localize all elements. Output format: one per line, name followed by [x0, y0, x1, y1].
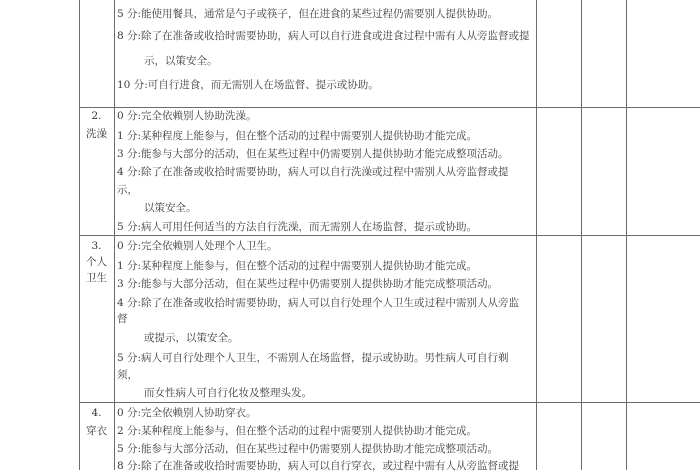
criteria-line: 8 分:除了在准备或收拾时需要协助，病人可以自行穿衣，或过程中需有人从旁监督或提 — [117, 460, 520, 472]
item-title: 穿衣 — [86, 425, 107, 437]
criteria-line: 0 分:完全依赖别人处理个人卫生。 — [117, 240, 278, 252]
criteria-line: 1 分:某种程度上能参与，但在整个活动的过程中需要别人提供协助才能完成。 — [117, 260, 478, 272]
item-number: 3. — [91, 240, 102, 252]
item-number: 4. — [91, 407, 102, 419]
row-divider — [79, 235, 700, 236]
item-number: 2. — [91, 110, 102, 122]
criteria-line: 或提示，以策安全。 — [144, 332, 239, 344]
item-title: 卫生 — [86, 272, 107, 284]
criteria-line: 5 分:能参与大部分活动，但在某些过程中仍需要别人提供协助才能完成整项活动。 — [117, 443, 499, 455]
row-divider — [79, 107, 700, 108]
row-divider — [79, 402, 700, 403]
criteria-line: 督 — [117, 313, 128, 325]
criteria-line: 1 分:某种程度上能参与，但在整个活动的过程中需要别人提供协助才能完成。 — [117, 130, 478, 142]
criteria-line: 须， — [117, 369, 138, 381]
criteria-line: 4 分:除了在准备或收拾时需要协助，病人可以自行处理个人卫生或过程中需别人从旁监 — [117, 297, 520, 309]
criteria-line: 2 分:某种程度上能参与，但在整个活动的过程中需要别人提供协助才能完成。 — [117, 425, 478, 437]
criteria-line: 5 分:病人可自行处理个人卫生，不需别人在场监督，提示或协助。男性病人可自行剃 — [117, 352, 509, 364]
criteria-line: 示，以策安全。 — [144, 55, 218, 67]
criteria-line: 8 分:除了在准备或收拾时需要协助，病人可以自行进食或进食过程中需有人从旁监督或提 — [117, 30, 530, 42]
criteria-line: 3 分:能参与大部分的活动，但在某些过程中仍需要别人提供协助才能完成整项活动。 — [117, 148, 509, 160]
criteria-line: 5 分:病人可用任何适当的方法自行洗澡，而无需别人在场监督，提示或协助。 — [117, 221, 478, 233]
criteria-line: 10 分:可自行进食，而无需别人在场监督、提示或协助。 — [117, 79, 379, 91]
criteria-line: 0 分:完全依赖别人协助洗澡。 — [117, 110, 257, 122]
item-title: 洗澡 — [86, 128, 107, 140]
criteria-line: 5 分:能使用餐具，通常是勺子或筷子，但在进食的某些过程仍需要别人提供协助。 — [117, 8, 499, 20]
item-title: 个人 — [86, 256, 107, 268]
criteria-line: 4 分:除了在准备或收拾时需要协助，病人可以自行洗澡或过程中需别人从旁监督或提 — [117, 166, 509, 178]
criteria-line: 3 分:能参与大部分活动，但在某些过程中仍需要别人提供协助才能完成整项活动。 — [117, 278, 499, 290]
criteria-line: 而女性病人可自行化妆及整理头发。 — [144, 387, 312, 399]
criteria-line: 示， — [117, 184, 138, 196]
criteria-line: 0 分:完全依赖别人协助穿衣。 — [117, 407, 257, 419]
criteria-line: 以策安全。 — [144, 202, 197, 214]
